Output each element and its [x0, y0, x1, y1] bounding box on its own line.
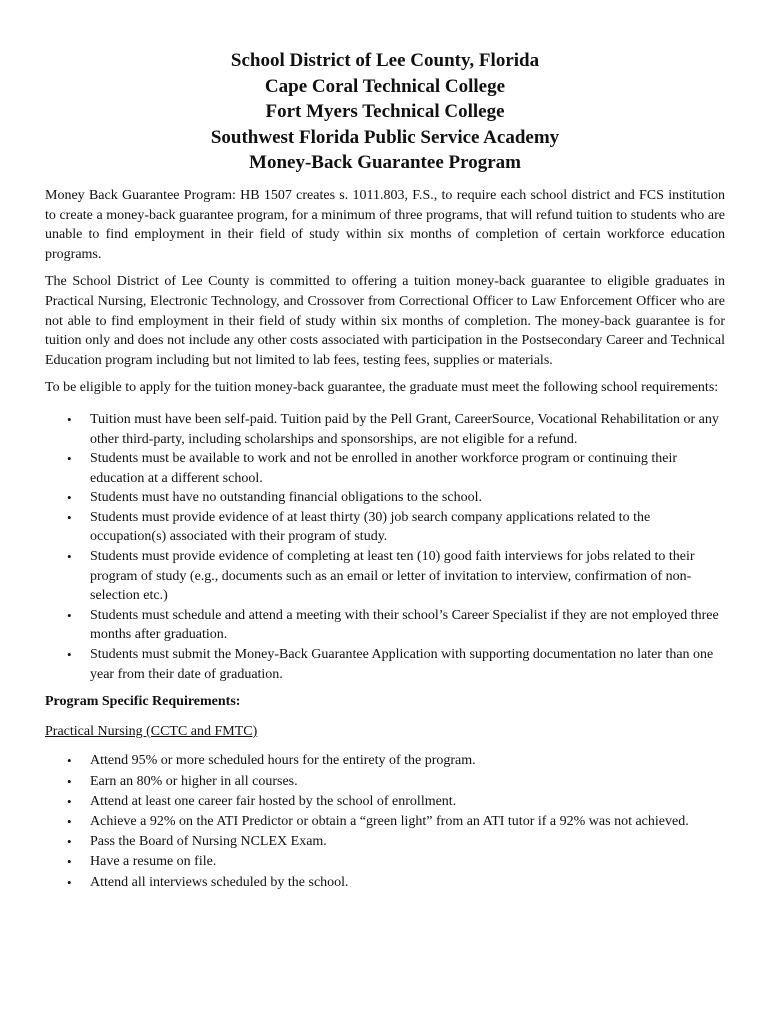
- document-title-block: [45, 48, 725, 176]
- list-item-text: Pass the Board of Nursing NCLEX Exam.: [90, 834, 327, 850]
- bullet-icon: •: [67, 773, 72, 789]
- intro-paragraph: Money Back Guarantee Program: HB 1507 creates s. 1011.803, F.S., to require each school district and FCS institution to create a money-back guarantee program, for a minimum of three programs, that will refund tuition to students who are unable to find employment in their field of study within six months of completion of certain workforce education programs.: [45, 187, 725, 262]
- bullet-icon: •: [67, 793, 72, 809]
- list-item: [45, 606, 725, 645]
- list-item: [45, 645, 725, 684]
- list-item-text: Students must submit the Money-Back Guarantee Application with supporting documentation no later than one year from their date of graduation.: [90, 647, 714, 682]
- list-item-text: Students must provide evidence of completing at least ten (10) good faith interviews for jobs related to their program of study (e.g., documents such as an email or letter of invitation to interview, confirmation of non-selection etc.): [90, 549, 695, 604]
- title-line-public-service-academy: Southwest Florida Public Service Academy: [210, 126, 560, 148]
- bullet-icon: •: [67, 814, 72, 830]
- list-item-text: Students must have no outstanding financial obligations to the school.: [90, 490, 482, 506]
- list-item-text: Students must be available to work and not be enrolled in another workforce program or continuing their education at a different school.: [90, 451, 678, 486]
- program-specific-heading: Program Specific Requirements:: [45, 694, 241, 710]
- list-item-text: Earn an 80% or higher in all courses.: [90, 773, 298, 789]
- list-item: [45, 547, 725, 606]
- title-line-program: Money-Back Guarantee Program: [249, 152, 521, 174]
- bullet-icon: •: [67, 509, 72, 525]
- list-item-text: Students must provide evidence of at least thirty (30) job search company applications related to the occupation(s) associated with their program of study.: [90, 509, 651, 545]
- bullet-icon: •: [67, 834, 72, 850]
- eligibility-paragraph: To be eligible to apply for the tuition money-back guarantee, the graduate must meet the following school requirements:: [45, 380, 719, 396]
- list-item-text: Achieve a 92% on the ATI Predictor or obtain a “green light” from an ATI tutor if a 92% was not achieved.: [90, 814, 689, 830]
- list-item: [45, 772, 725, 792]
- list-item: [45, 852, 725, 872]
- school-requirements-list: [45, 410, 725, 684]
- bullet-icon: •: [67, 854, 72, 870]
- list-item: [45, 410, 725, 449]
- list-item: [45, 873, 725, 893]
- bullet-icon: •: [67, 451, 72, 467]
- list-item: [45, 449, 725, 488]
- bullet-icon: •: [67, 490, 72, 506]
- bullet-icon: •: [67, 549, 72, 565]
- list-item-text: Tuition must have been self-paid. Tuition paid by the Pell Grant, CareerSource, Vocational Rehabilitation or any other third-party, including scholarships and sponsorships, are not eligible for a refund.: [90, 411, 719, 447]
- list-item-text: Have a resume on file.: [90, 854, 217, 870]
- bullet-icon: •: [67, 647, 72, 663]
- list-item: [45, 812, 725, 832]
- bullet-icon: •: [67, 874, 72, 890]
- practical-nursing-requirements-list: [45, 751, 725, 892]
- bullet-icon: •: [67, 607, 72, 623]
- title-line-fort-myers: Fort Myers Technical College: [265, 101, 505, 123]
- title-line-cape-coral: Cape Coral Technical College: [264, 75, 506, 97]
- practical-nursing-heading: Practical Nursing (CCTC and FMTC): [45, 723, 258, 739]
- list-item: [45, 508, 725, 547]
- commitment-paragraph: The School District of Lee County is committed to offering a tuition money-back guarantee to eligible graduates in Practical Nursing, Electronic Technology, and Crossover from Correctional Officer to Law Enforcement Officer who are not able to find employment in their field of study within six months of completion. The money-back guarantee is for tuition only and does not include any other costs associated with participation in the Postsecondary Career and Technical Education program including but not limited to lab fees, testing fees, supplies or materials.: [45, 274, 725, 368]
- list-item-text: Students must schedule and attend a meeting with their school’s Career Specialist if they are not employed three months after graduation.: [90, 607, 719, 643]
- list-item: [45, 792, 725, 812]
- list-item-text: Attend at least one career fair hosted by the school of enrollment.: [90, 793, 457, 809]
- title-line-district: School District of Lee County, Florida: [230, 50, 540, 71]
- list-item: [45, 832, 725, 852]
- list-item-text: Attend 95% or more scheduled hours for the entirety of the program.: [90, 753, 476, 769]
- list-item: [45, 751, 725, 771]
- list-item: [45, 488, 725, 508]
- list-item-text: Attend all interviews scheduled by the school.: [90, 874, 349, 890]
- bullet-icon: •: [67, 411, 72, 427]
- bullet-icon: •: [67, 753, 72, 769]
